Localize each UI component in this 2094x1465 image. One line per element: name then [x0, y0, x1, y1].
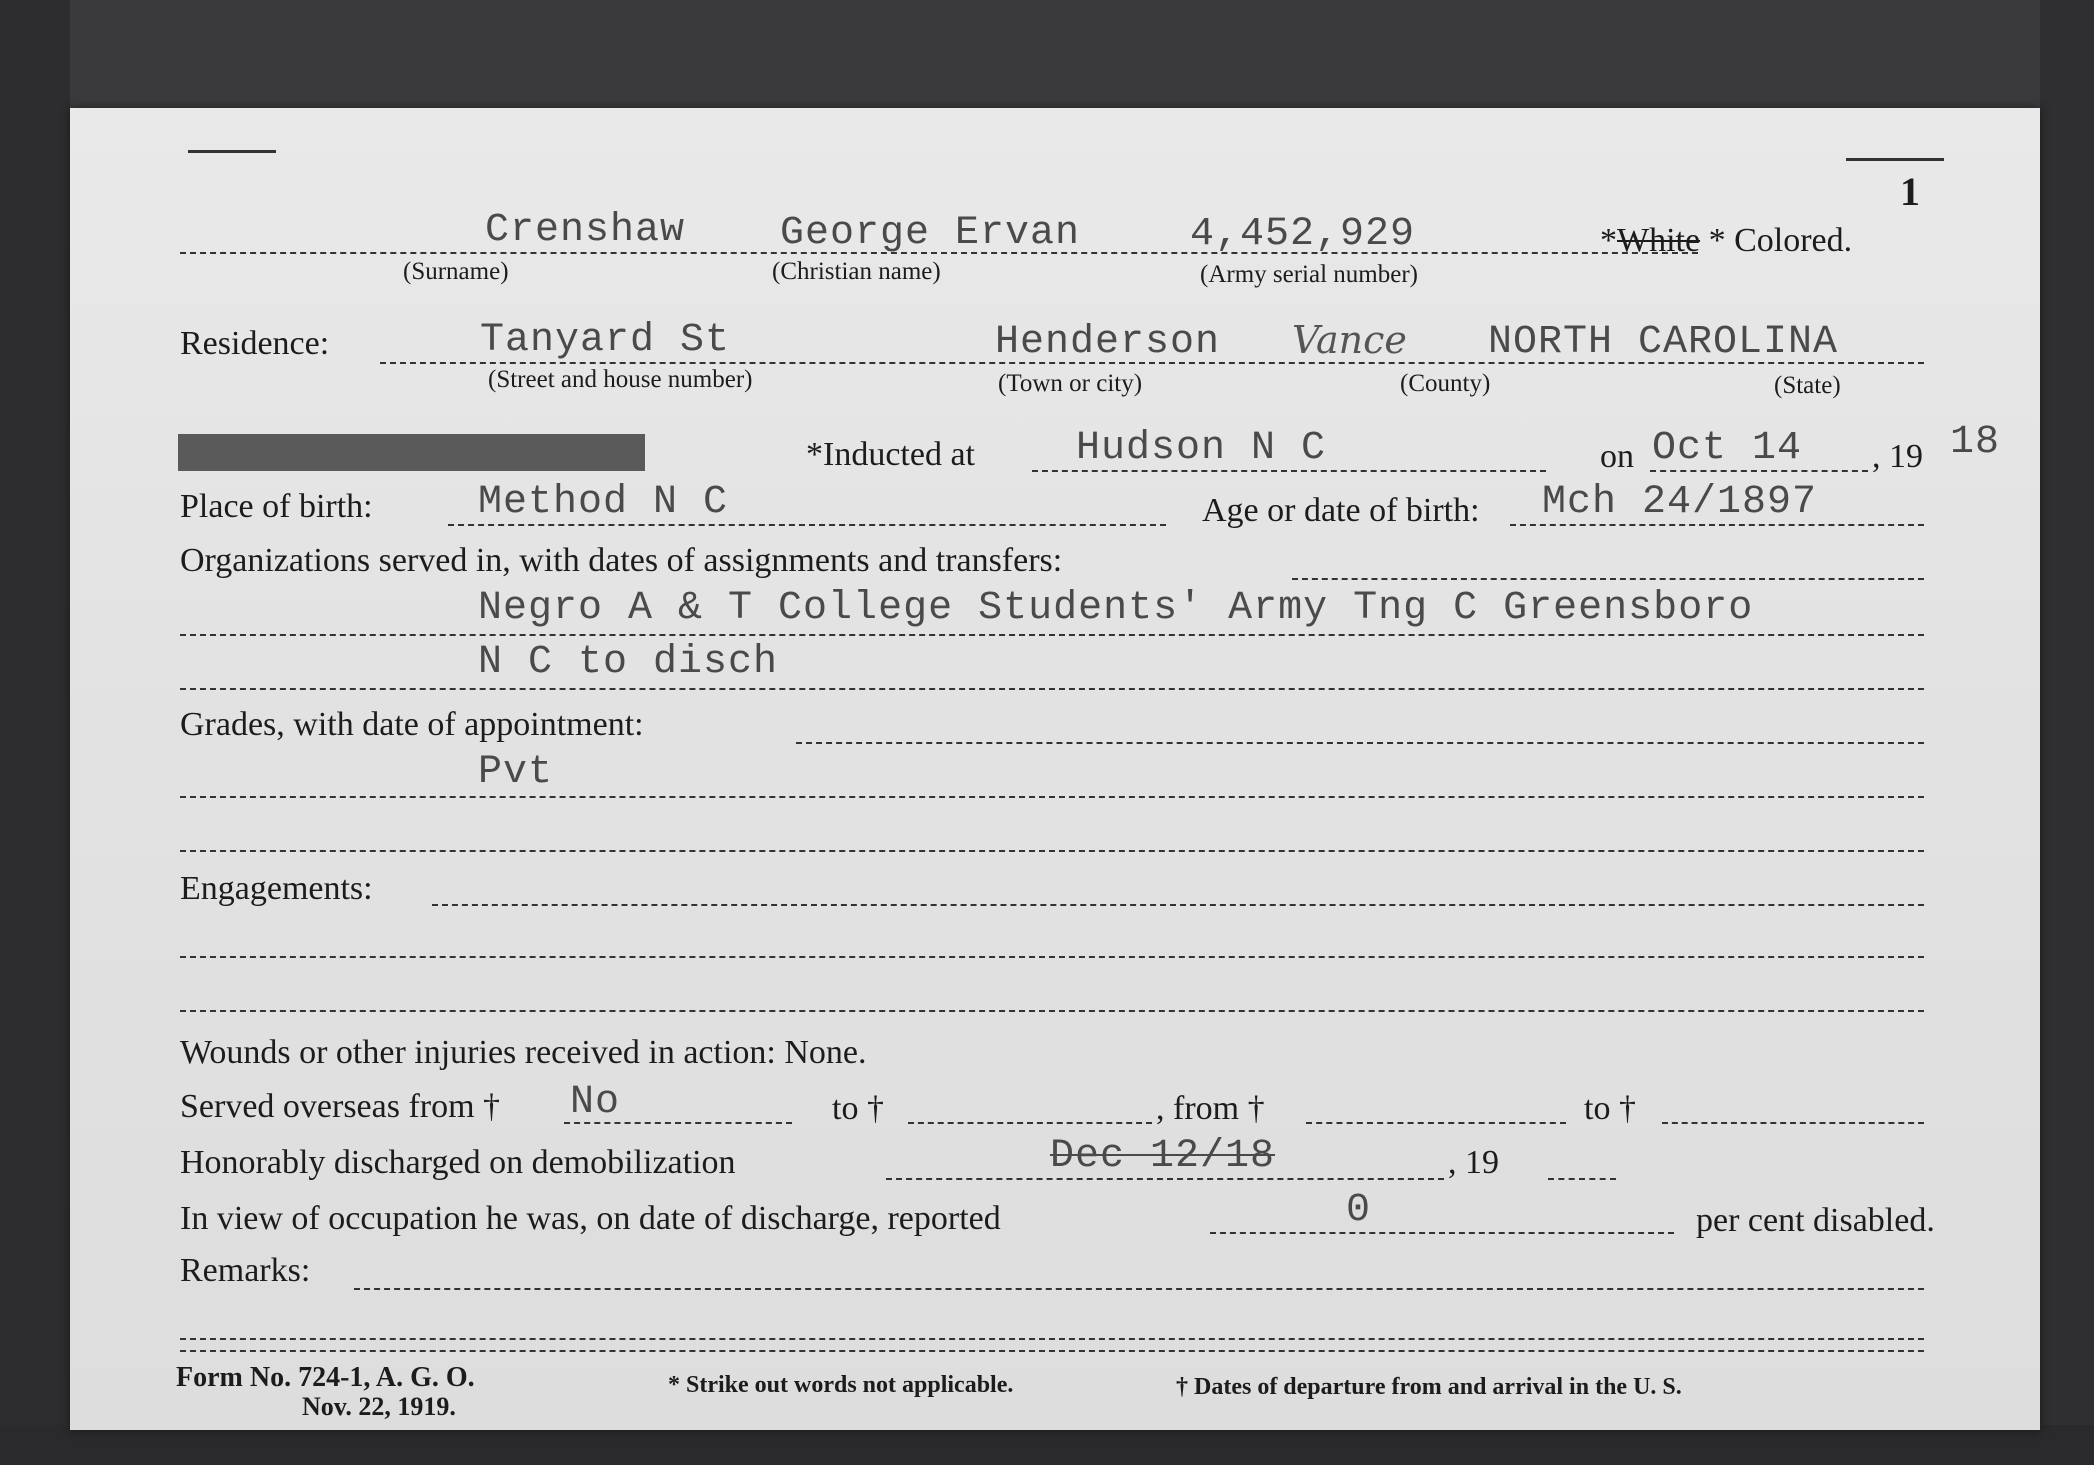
place-of-birth-value: Method N C: [478, 480, 729, 525]
top-right-rule: [1846, 158, 1944, 161]
town-caption: (Town or city): [998, 370, 1143, 397]
year-prefix: , 19: [1872, 438, 1923, 475]
scanner-background-bottom: [0, 1425, 2094, 1465]
engagements-label: Engagements:: [180, 870, 373, 907]
engagements-line-1: [432, 904, 1924, 906]
scanner-background-left: [0, 0, 70, 1465]
overseas-from2-label: , from †: [1156, 1090, 1265, 1127]
on-label: on: [1600, 438, 1634, 475]
colored-label: * Colored.: [1708, 222, 1853, 259]
residence-county: Vance: [1292, 318, 1407, 362]
overseas-from2-line: [1306, 1122, 1566, 1124]
race-options: [1600, 222, 1852, 260]
overseas-label: Served overseas from †: [180, 1088, 501, 1125]
discharge-date: Dec 12/18: [1050, 1134, 1276, 1179]
asterisk-mark: *: [1600, 222, 1617, 259]
residence-street: Tanyard St: [480, 318, 731, 363]
wounds-label: Wounds or other injuries received in action: None.: [180, 1034, 867, 1071]
induction-date: Oct 14: [1652, 426, 1803, 471]
disability-line: [1210, 1232, 1674, 1234]
county-caption: (County): [1400, 370, 1491, 397]
form-date: Nov. 22, 1919.: [302, 1392, 456, 1421]
remarks-line-2: [180, 1338, 1924, 1340]
surname-value: Crenshaw: [485, 208, 686, 253]
christian-name-caption: (Christian name): [772, 258, 941, 285]
remarks-label: Remarks:: [180, 1252, 311, 1289]
discharge-year-line: [1548, 1178, 1616, 1180]
overseas-to2-label: to †: [1584, 1090, 1636, 1127]
discharge-label: Honorably discharged on demobilization: [180, 1144, 736, 1181]
service-record-card: [70, 108, 2040, 1430]
disability-label: In view of occupation he was, on date of discharge, reported: [180, 1200, 1001, 1237]
engagements-line-2: [180, 956, 1924, 958]
organizations-value-2: N C to disch: [478, 640, 779, 685]
overseas-to-line: [908, 1122, 1152, 1124]
dates-note: † Dates of departure from and arrival in the U. S.: [1176, 1374, 1682, 1400]
induction-year: 18: [1950, 420, 2001, 465]
residence-state: NORTH CAROLINA: [1488, 320, 1839, 365]
inducted-place: Hudson N C: [1076, 426, 1327, 471]
place-of-birth-label: Place of birth:: [180, 488, 373, 525]
serial-number-value: 4,452,929: [1190, 212, 1416, 257]
top-left-rule: [188, 150, 276, 153]
form-number: Form No. 724-1, A. G. O.: [176, 1362, 475, 1393]
inducted-label: *Inducted at: [806, 436, 975, 473]
white-struck: White: [1617, 222, 1701, 259]
remarks-line-3: [180, 1350, 1924, 1352]
overseas-to-label: to †: [832, 1090, 884, 1127]
remarks-line-1: [354, 1288, 1924, 1290]
disability-value: 0: [1346, 1188, 1372, 1233]
age-label: Age or date of birth:: [1202, 492, 1480, 529]
residence-label: Residence:: [180, 325, 330, 362]
discharge-year-label: , 19: [1448, 1144, 1499, 1181]
card-number: 1: [1900, 169, 1920, 214]
christian-name-value: George Ervan: [780, 211, 1081, 256]
grades-line-2: [180, 850, 1924, 852]
disability-suffix: per cent disabled.: [1696, 1202, 1935, 1239]
grades-value: Pvt: [478, 750, 554, 795]
overseas-to2-line: [1662, 1122, 1924, 1124]
grades-label: Grades, with date of appointment:: [180, 706, 644, 743]
organizations-value-1: Negro A & T College Students' Army Tng C Greensboro: [478, 586, 1754, 631]
scanner-background-right: [2040, 0, 2094, 1465]
state-caption: (State): [1774, 372, 1841, 399]
strike-note: * Strike out words not applicable.: [668, 1372, 1014, 1398]
surname-caption: (Surname): [403, 258, 509, 285]
engagements-line-3: [180, 1010, 1924, 1012]
residence-town: Henderson: [995, 320, 1221, 365]
enlisted-struck-text: *Enlisted *R. A. *N. G. *E. R. C.: [178, 434, 645, 471]
enlisted-redacted: [178, 434, 645, 472]
birth-date-value: Mch 24/1897: [1542, 480, 1818, 525]
grades-label-line: [796, 742, 1924, 744]
organizations-line-2: [180, 688, 1924, 690]
street-caption: (Street and house number): [488, 366, 753, 393]
scanner-background-top: [0, 0, 2094, 108]
grades-line-1: [180, 796, 1924, 798]
organizations-label: Organizations served in, with dates of assignments and transfers:: [180, 542, 1063, 579]
organizations-label-line: [1292, 578, 1924, 580]
overseas-from-value: No: [570, 1080, 621, 1125]
serial-number-caption: (Army serial number): [1200, 261, 1418, 288]
organizations-line-1: [180, 634, 1924, 636]
